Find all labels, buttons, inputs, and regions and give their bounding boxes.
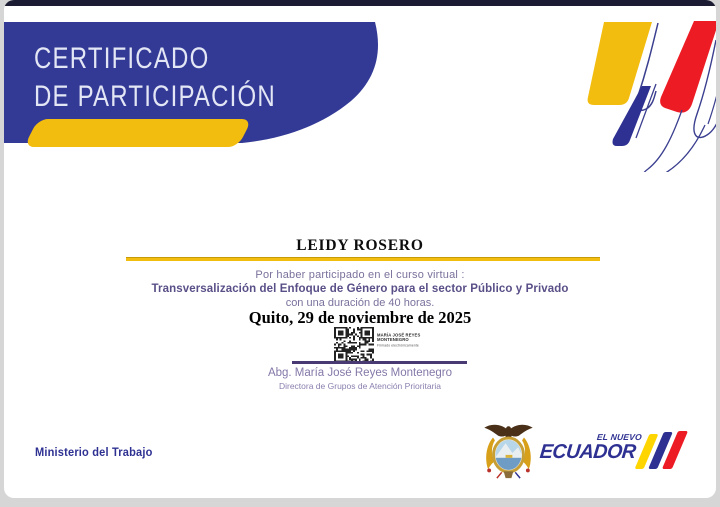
signer-name: Abg. María José Reyes Montenegro	[267, 367, 453, 379]
ecuador-coat-of-arms-icon	[481, 422, 536, 482]
signer-title: Directora de Grupos de Atención Prioritaria	[278, 381, 442, 391]
ministry-name: Ministerio del Trabajo	[35, 445, 153, 459]
signature-line	[292, 361, 467, 364]
nuevo-ecuador-isotype-icon	[566, 12, 716, 172]
stamp-text	[377, 333, 440, 348]
stamp-line: MARÍA JOSÉ REYES	[377, 333, 421, 338]
course-title: Transversalización del Enfoque de Género para el sector Público y Privado	[151, 283, 569, 295]
top-accent-bar	[4, 0, 716, 6]
certificate-title-line1: CERTIFICADO	[34, 42, 210, 75]
flag-stripes-icon	[642, 431, 688, 471]
qr-code-icon	[334, 327, 374, 362]
date-line: Quito, 29 de noviembre de 2025	[248, 308, 472, 327]
recipient-name: LEIDY ROSERO	[296, 237, 424, 254]
name-underline	[126, 257, 600, 261]
certificate-card	[4, 0, 716, 498]
stamp-line: MONTENEGRO	[377, 337, 409, 343]
brand-wordmark: ECUADOR	[538, 441, 637, 463]
certificate-title-line2: DE PARTICIPACIÓN	[34, 80, 276, 113]
certificate-title	[34, 40, 276, 116]
duration-text: con una duración de 40 horas.	[285, 297, 435, 309]
stamp-line: Firmado electrónicamente	[377, 343, 419, 348]
header-accent-parallelogram	[24, 119, 252, 147]
brand-tagline: EL NUEVO	[596, 432, 643, 442]
nuevo-ecuador-wordmark	[538, 428, 701, 474]
intro-text: Por haber participado en el curso virtual :	[255, 269, 465, 281]
